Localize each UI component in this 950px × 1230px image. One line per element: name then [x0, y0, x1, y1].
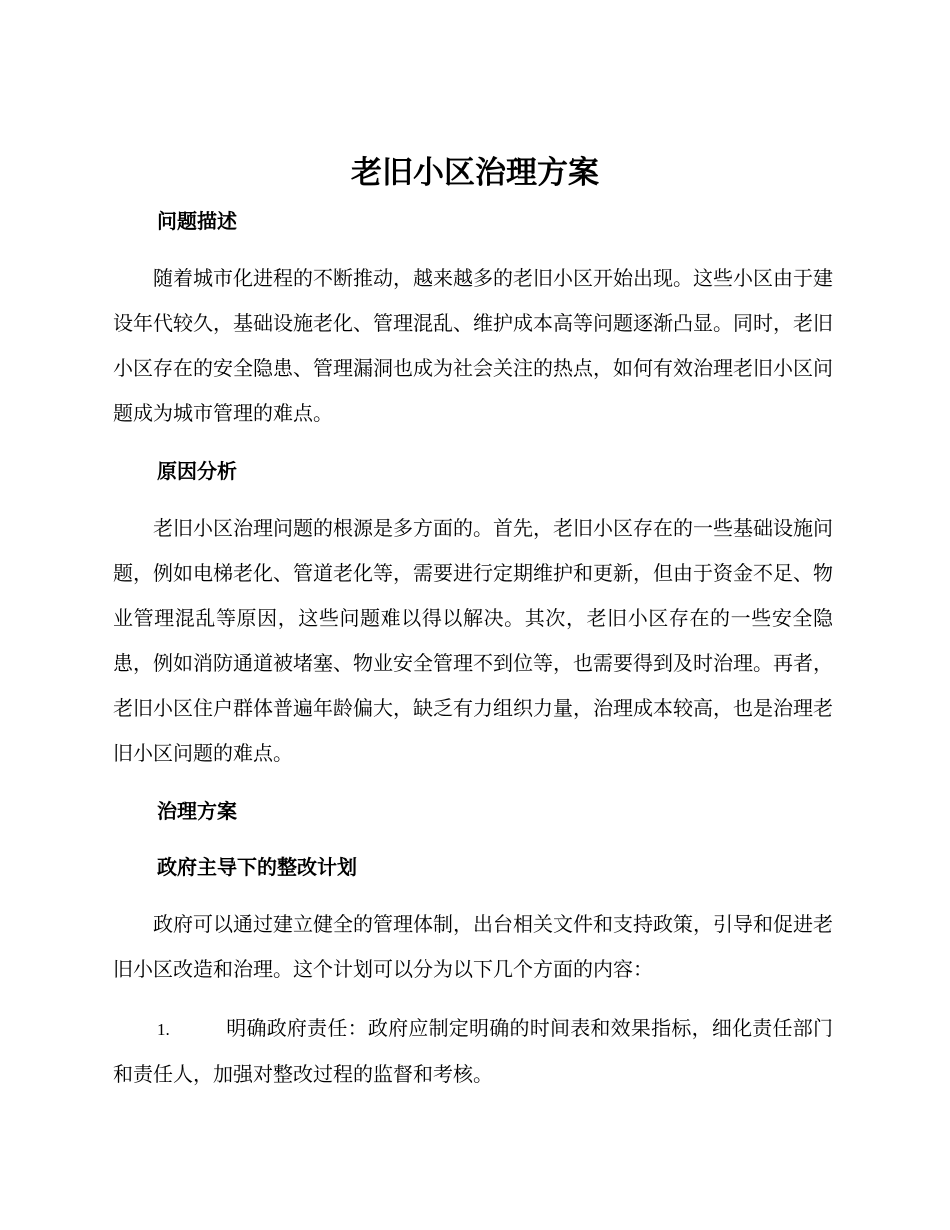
paragraph-problem: 随着城市化进程的不断推动，越来越多的老旧小区开始出现。这些小区由于建设年代较久，基础设施老化、管理混乱、维护成本高等问题逐渐凸显。同时，老旧小区存在的安全隐患、管理漏洞也成为社会关注的热点，如何有效治理老旧小区问题成为城市管理的难点。 [113, 266, 833, 425]
list-item-number: 1. [157, 1020, 170, 1039]
paragraph-cause: 老旧小区治理问题的根源是多方面的。首先，老旧小区存在的一些基础设施问题，例如电梯老化、管道老化等，需要进行定期维护和更新，但由于资金不足、物业管理混乱等原因，这些问题难以得以解决。其次，老旧小区存在的一些安全隐患，例如消防通道被堵塞、物业安全管理不到位等，也需要得到及时治理。再者，老旧小区住户群体普遍年龄偏大，缺乏有力组织力量，治理成本较高，也是治理老旧小区问题的难点。 [113, 516, 833, 765]
list-item-text: 明确政府责任：政府应制定明确的时间表和效果指标，细化责任部门和责任人，加强对整改过程的监督和考核。 [113, 1016, 833, 1086]
paragraph-government-plan: 政府可以通过建立健全的管理体制，出台相关文件和支持政策，引导和促进老旧小区改造和治理。这个计划可以分为以下几个方面的内容： [113, 912, 833, 981]
section-heading-problem: 问题描述 [157, 209, 237, 233]
section-heading-cause: 原因分析 [157, 459, 237, 483]
subsection-heading-government-plan: 政府主导下的整改计划 [157, 855, 357, 879]
list-item [113, 1006, 833, 1097]
document-title: 老旧小区治理方案 [351, 155, 599, 191]
section-heading-solution: 治理方案 [157, 799, 237, 823]
